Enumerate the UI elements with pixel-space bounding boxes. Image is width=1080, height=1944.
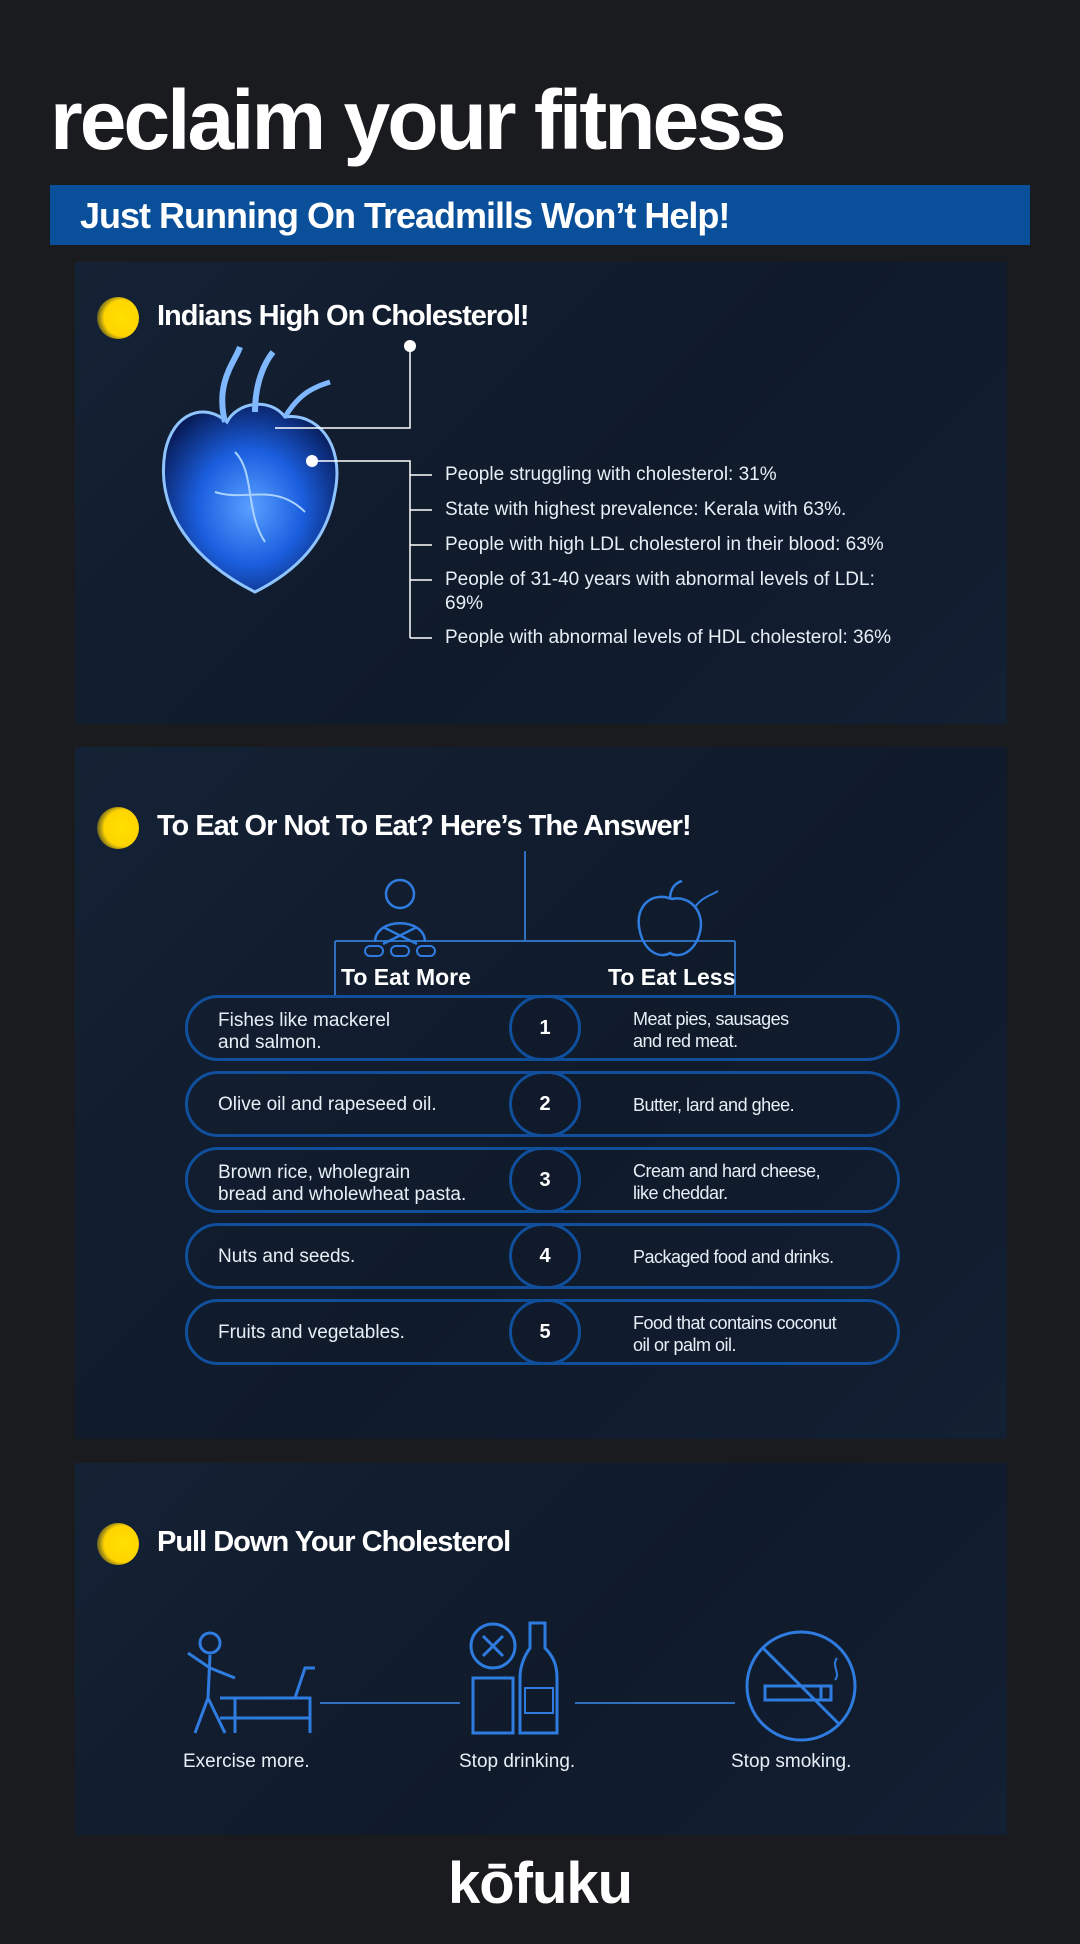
- row-number: 1: [509, 995, 581, 1061]
- no-drinking-icon: [465, 1618, 565, 1738]
- apple-icon: [630, 877, 720, 962]
- fact-item: People struggling with cholesterol: 31%: [445, 464, 777, 485]
- food-row: [185, 1223, 900, 1289]
- pull-heading: Pull Down Your Cholesterol: [157, 1526, 511, 1558]
- no-smoking-icon: [743, 1628, 859, 1744]
- eat-more-item: Olive oil and rapeseed oil.: [218, 1094, 437, 1115]
- fact-item: People of 31-40 years with abnormal levels of LDL:: [445, 569, 875, 590]
- subtitle-text: Just Running On Treadmills Won’t Help!: [80, 195, 730, 236]
- cholesterol-panel: [75, 262, 1007, 724]
- pull-panel: [75, 1463, 1007, 1835]
- eat-less-item: Meat pies, sausages and red meat.: [633, 1009, 789, 1051]
- page-title: reclaim your fitness: [50, 73, 784, 167]
- eat-more-item: Fruits and vegetables.: [218, 1322, 405, 1343]
- cholesterol-heading: Indians High On Cholesterol!: [157, 300, 529, 332]
- row-number: 2: [509, 1071, 581, 1137]
- eat-more-item: Fishes like mackerel and salmon.: [218, 1010, 391, 1053]
- eat-more-title: To Eat More: [341, 964, 471, 990]
- food-row: [185, 1147, 900, 1213]
- exercise-icon: [180, 1623, 320, 1743]
- brand-logo: kōfuku: [447, 1851, 633, 1916]
- eat-less-item: Packaged food and drinks.: [633, 1247, 834, 1267]
- food-row: [185, 1071, 900, 1137]
- subtitle-banner: [50, 185, 1030, 245]
- eat-less-item: Butter, lard and ghee.: [633, 1095, 795, 1115]
- fact-item: 69%: [445, 593, 484, 614]
- tip-exercise: Exercise more.: [183, 1751, 310, 1772]
- food-row: [185, 995, 900, 1061]
- fast-food-person-icon: [355, 872, 445, 962]
- fact-item: State with highest prevalence: Kerala with 63%.: [445, 499, 847, 520]
- eat-panel: [75, 747, 1007, 1439]
- eat-more-item: Nuts and seeds.: [218, 1246, 356, 1267]
- eat-less-item: Food that contains coconut oil or palm oil.: [633, 1313, 837, 1355]
- row-number: 5: [509, 1299, 581, 1365]
- eat-less-item: Cream and hard cheese, like cheddar.: [633, 1161, 821, 1203]
- fact-item: People with high LDL cholesterol in their blood: 63%: [445, 534, 884, 555]
- tip-drinking: Stop drinking.: [459, 1751, 576, 1772]
- eat-more-item: Brown rice, wholegrain bread and wholewheat pasta.: [218, 1162, 467, 1205]
- tip-smoking: Stop smoking.: [731, 1751, 852, 1772]
- eat-heading: To Eat Or Not To Eat? Here’s The Answer!: [157, 810, 691, 842]
- connector-lines: [75, 262, 1007, 724]
- eat-less-title: To Eat Less: [608, 964, 736, 990]
- food-row: [185, 1299, 900, 1365]
- fact-item: People with abnormal levels of HDL cholesterol: 36%: [445, 627, 892, 648]
- row-number: 4: [509, 1223, 581, 1289]
- row-number: 3: [509, 1147, 581, 1213]
